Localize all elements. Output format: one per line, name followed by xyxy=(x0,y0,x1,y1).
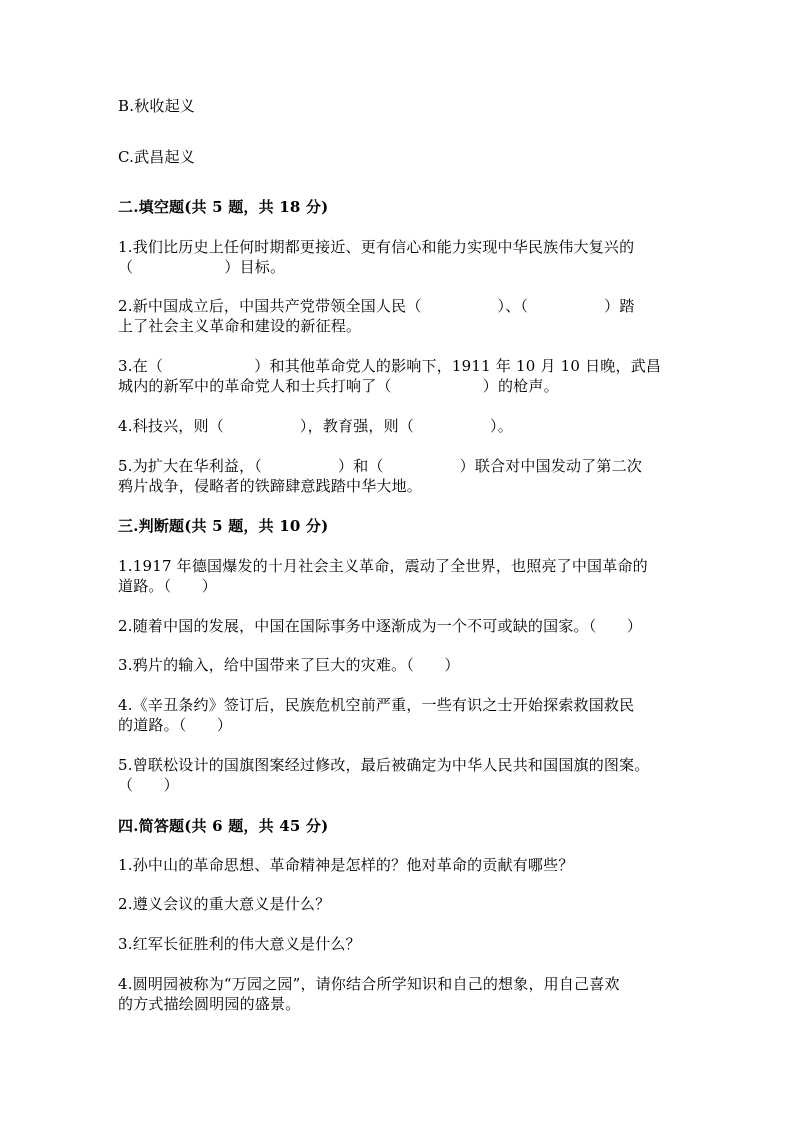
short-answer-q3-line1: 3.红军长征胜利的伟大意义是什么？ xyxy=(118,935,361,953)
short-answer-q4-line1: 4.圆明园被称为“万园之园”，请你结合所学知识和自己的想象，用自己喜欢 xyxy=(118,975,620,993)
true-false-q2-line1: 2.随着中国的发展，中国在国际事务中逐渐成为一个不可或缺的国家。（ ） xyxy=(118,617,643,635)
true-false-q5-line1: 5.曾联松设计的国旗图案经过修改，最后被确定为中华人民共和国国旗的图案。 xyxy=(118,756,650,774)
fill-blank-q3-line2: 城内的新军中的革命党人和士兵打响了（ ）的枪声。 xyxy=(118,377,559,395)
fill-blank-heading: 二.填空题(共 5 题，共 18 分) xyxy=(118,198,329,216)
fill-blank-q5-line1: 5.为扩大在华利益，（ ）和（ ）联合对中国发动了第二次 xyxy=(118,457,643,475)
fill-blank-q1-line2: （ ）目标。 xyxy=(118,258,286,276)
true-false-q1-line1: 1.1917 年德国爆发的十月社会主义革命，震动了全世界，也照亮了中国革命的 xyxy=(118,557,648,575)
fill-blank-q2-line1: 2.新中国成立后，中国共产党带领全国人民（ ）、（ ）踏 xyxy=(118,297,635,315)
fill-blank-q2-line2: 上了社会主义革命和建设的新征程。 xyxy=(118,317,362,335)
true-false-q5-line2: （ ） xyxy=(118,776,179,794)
short-answer-q2-line1: 2.遵义会议的重大意义是什么？ xyxy=(118,895,331,913)
true-false-q3-line1: 3.鸦片的输入，给中国带来了巨大的灾难。（ ） xyxy=(118,656,460,674)
true-false-q4-line1: 4.《辛丑条约》签订后，民族危机空前严重，一些有识之士开始探索救国救民 xyxy=(118,696,635,714)
choice-b: B.秋收起义 xyxy=(118,97,195,115)
fill-blank-q3-line1: 3.在（ ）和其他革命党人的影响下，1911 年 10 月 10 日晚，武昌 xyxy=(118,357,662,375)
true-false-heading: 三.判断题(共 5 题，共 10 分) xyxy=(118,517,329,535)
true-false-q1-line2: 道路。（ ） xyxy=(118,577,217,595)
choice-c: C.武昌起义 xyxy=(118,148,195,166)
fill-blank-q4-line1: 4.科技兴，则（ ），教育强，则（ ）。 xyxy=(118,417,513,435)
fill-blank-q5-line2: 鸦片战争，侵略者的铁蹄肆意践踏中华大地。 xyxy=(118,477,423,495)
true-false-q4-line2: 的道路。（ ） xyxy=(118,716,233,734)
short-answer-heading: 四.简答题(共 6 题，共 45 分) xyxy=(118,817,329,835)
short-answer-q1-line1: 1.孙中山的革命思想、革命精神是怎样的？他对革命的贡献有哪些？ xyxy=(118,856,574,874)
fill-blank-q1-line1: 1.我们比历史上任何时期都更接近、更有信心和能力实现中华民族伟大复兴的 xyxy=(118,238,635,256)
short-answer-q4-line2: 的方式描绘圆明园的盛景。 xyxy=(118,995,301,1013)
